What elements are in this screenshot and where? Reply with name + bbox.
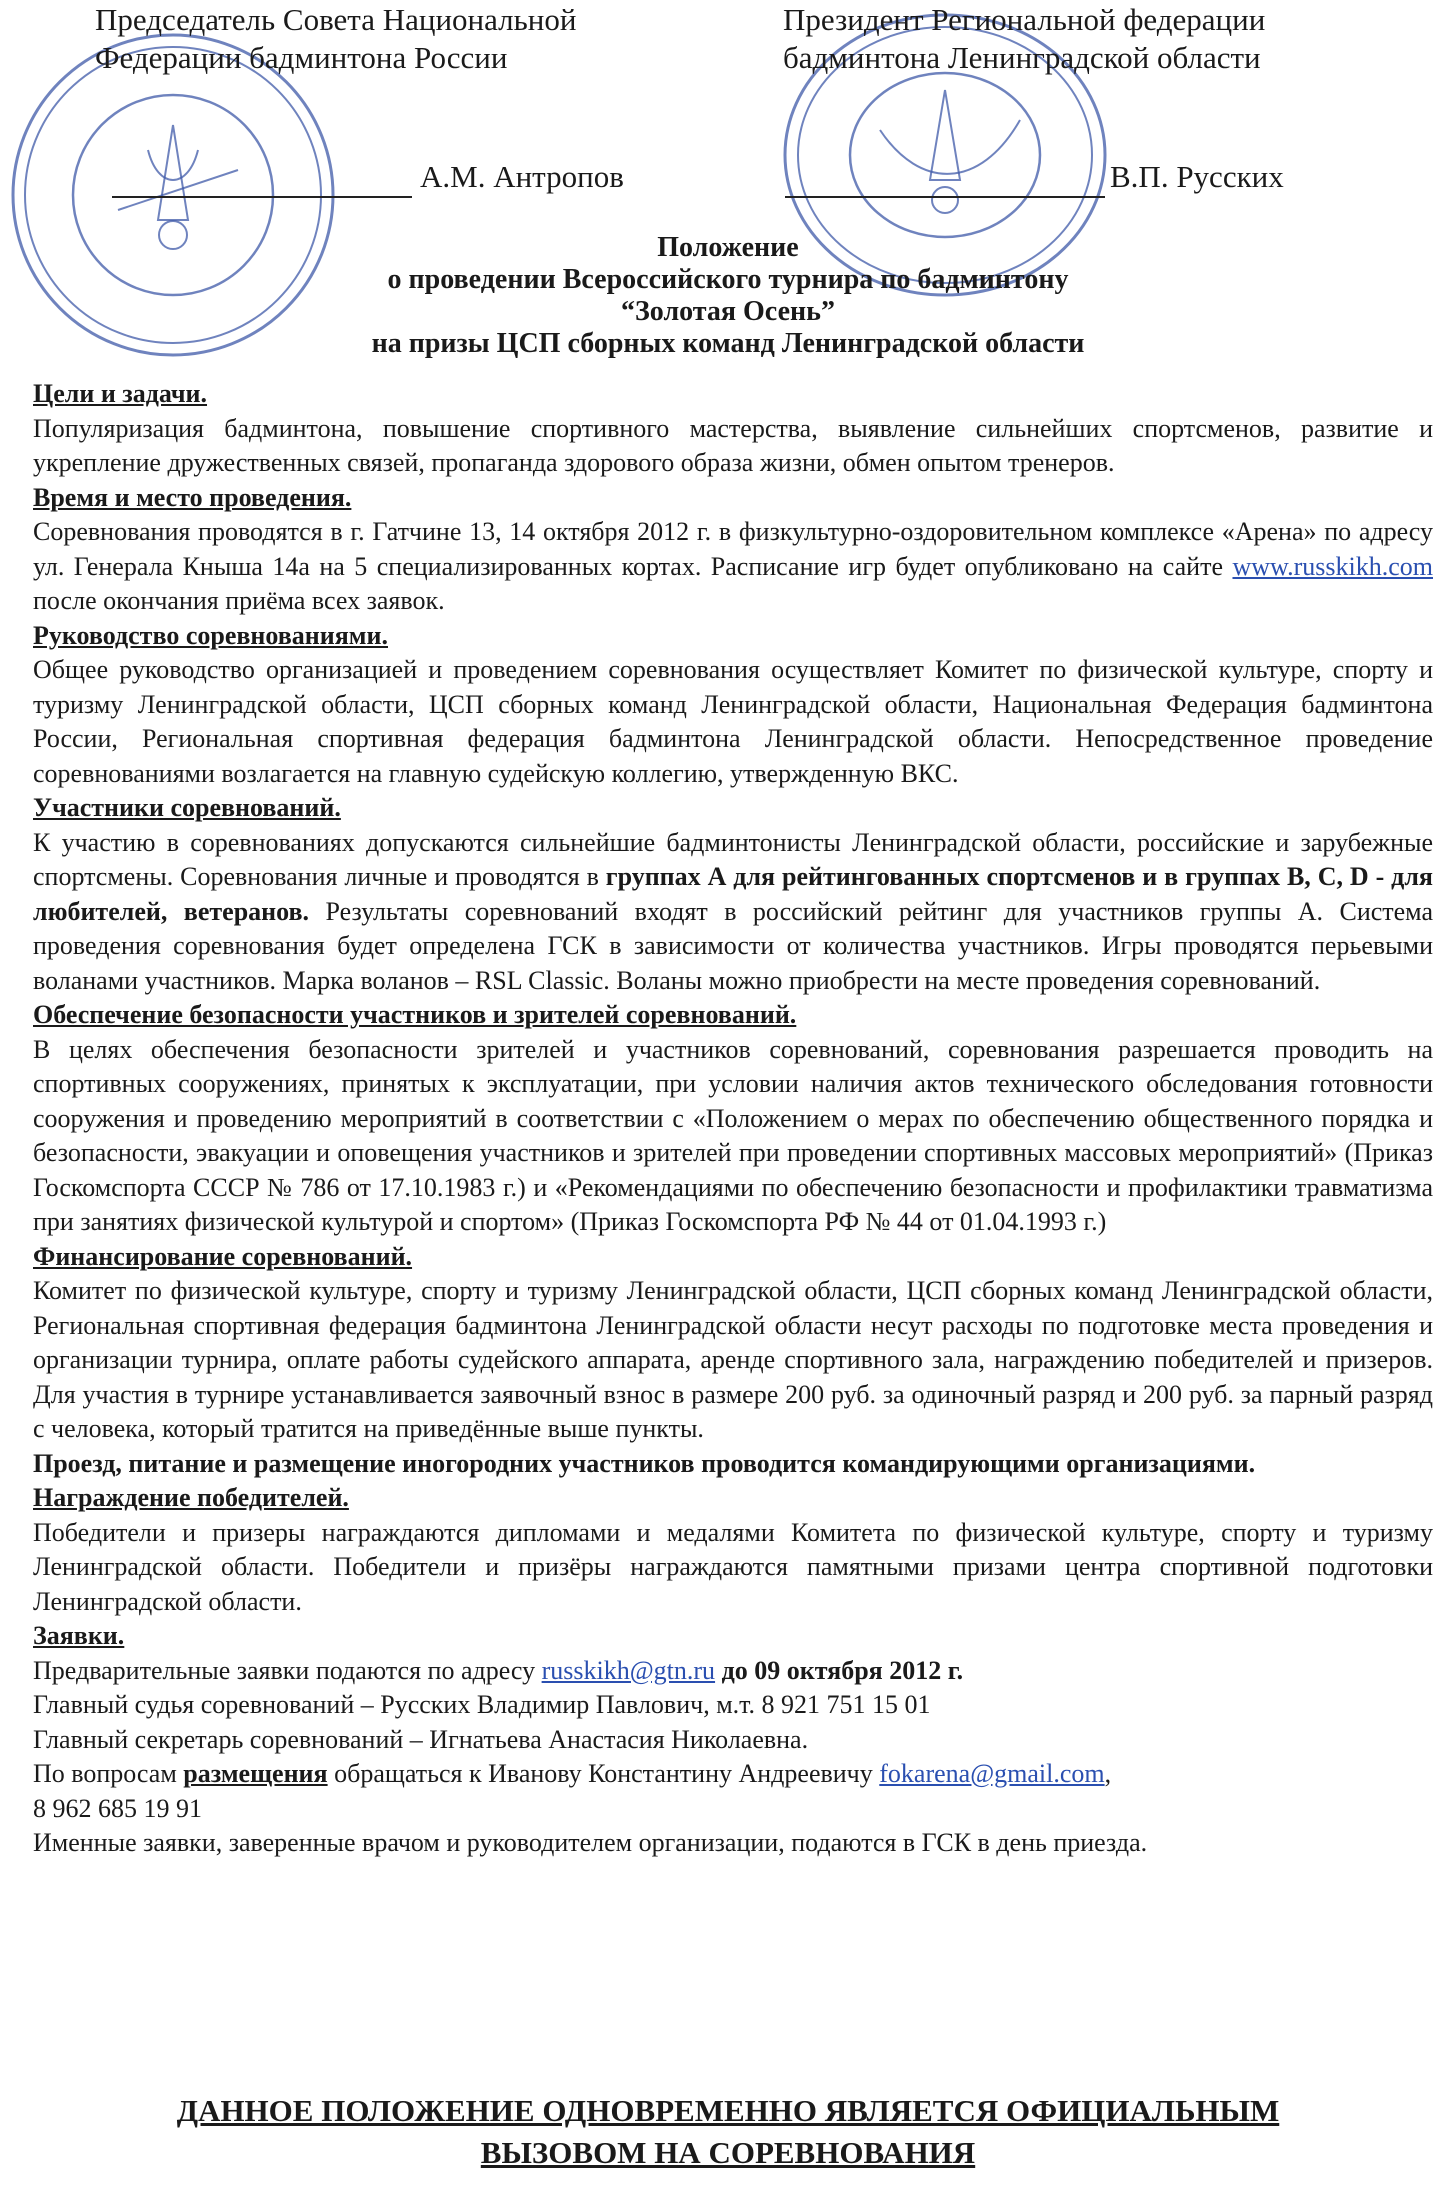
section-text-goals: Популяризация бадминтона, повышение спортивного мастерства, выявление сильнейших спортсменов, развитие и укрепление дружественных связей, пропаганда здорового образа жизни, обмен опытом тренеров.	[33, 413, 1433, 477]
title-line-1: Положение	[657, 232, 799, 263]
document-title	[0, 232, 1456, 360]
title-line-2: о проведении Всероссийского турнира по бадминтону	[387, 264, 1069, 295]
applications-email-link[interactable]: russkikh@gtn.ru	[541, 1655, 716, 1685]
section-heading-leadership: Руководство соревнованиями.	[33, 620, 388, 650]
accommodation-contact: По вопросам размещения обращаться к Иванову Константину Андреевичу fokarena@gmail.com,	[33, 1759, 1112, 1788]
applications-deadline: Предварительные заявки подаются по адресу russkikh@gtn.ru до 09 октября 2012 г.	[33, 1655, 964, 1685]
section-heading-financing: Финансирование соревнований.	[33, 1241, 413, 1271]
left-signatory-name: А.М. Антропов	[420, 159, 624, 194]
left-signatory-title: Председатель Совета Национальной Федерации бадминтона России	[95, 2, 577, 75]
section-heading-safety: Обеспечение безопасности участников и зрителей соревнований.	[33, 1000, 797, 1029]
section-heading-goals: Цели и задачи.	[33, 379, 208, 408]
title-line-3: “Золотая Осень”	[621, 296, 835, 327]
section-text-financing: Комитет по физической культуре, спорту и туризму Ленинградской области, ЦСП сборных команд Ленинградской области, Региональная спортивная федерация бадминтона Ленинградской области несут расходы по подготовке места проведения и организации турнира, оплате работы судейского аппарата, аренде спортивного зала, награждению победителей и призеров. Для участия в турнире устанавливается заявочный взнос в размере 200 руб. за одиночный разряд и 200 руб. за парный разряд с человека, который тратится на приведённые выше пункты.	[33, 1276, 1433, 1443]
left-signature-line	[112, 196, 412, 198]
website-link[interactable]: www.russkikh.com	[1232, 551, 1433, 581]
document-body	[33, 377, 1433, 1861]
chief-judge: Главный судья соревнований – Русских Владимир Павлович, м.т. 8 921 751 15 01	[33, 1690, 931, 1719]
official-call-footer: ДАННОЕ ПОЛОЖЕНИЕ ОДНОВРЕМЕННО ЯВЛЯЕТСЯ ОФИЦИАЛЬНЫМ ВЫЗОВОМ НА СОРЕВНОВАНИЯ	[176, 2093, 1280, 2170]
right-signatory-name: В.П. Русских	[1110, 159, 1284, 194]
section-text-participants: К участию в соревнованиях допускаются сильнейшие бадминтонисты Ленинградской области, российские и зарубежные спортсмены. Соревнования личные и проводятся в группах А для рейтингованных спортсменов и в группах B, C, D - для любителей, ветеранов. Результаты соревнований входят в российский рейтинг для участников группы А. Система проведения соревнования будет определена ГСК в зависимости от количества участников. Игры проводятся перьевыми воланами участников. Марка воланов – RSL Classic. Воланы можно приобрести на месте проведения соревнований.	[33, 827, 1433, 995]
section-heading-applications: Заявки.	[33, 1621, 125, 1650]
accommodation-email-link[interactable]: fokarena@gmail.com	[879, 1759, 1105, 1788]
section-text-safety: В целях обеспечения безопасности зрителей и участников соревнований, соревнования разрешается проводить на спортивных сооружениях, принятых к эксплуатации, при условии наличия актов технического обследования готовности сооружения и проведению мероприятий в соответствии с «Положением о мерах по обеспечению общественного порядка и безопасности, эвакуации и оповещения участников и зрителей при проведении спортивных массовых мероприятий» (Приказ Госкомспорта СССР № 786 от 17.10.1983 г.) и «Рекомендациями по обеспечению безопасности и профилактики травматизма при занятиях физической культурой и спортом» (Приказ Госкомспорта РФ № 44 от 01.04.1993 г.)	[33, 1034, 1433, 1236]
section-text-awards: Победители и призеры награждаются дипломами и медалями Комитета по физической культуре, спорту и туризму Ленинградской области. Победители и призёры награждаются памятными призами центра спортивной подготовки Ленинградской области.	[33, 1517, 1433, 1616]
title-line-4: на призы ЦСП сборных команд Ленинградской области	[371, 328, 1085, 359]
section-heading-time-place: Время и место проведения.	[33, 482, 352, 512]
section-text-time-place: Соревнования проводятся в г. Гатчине 13, 14 октября 2012 г. в физкультурно-оздоровительном комплексе «Арена» по адресу ул. Генерала Кныша 14а на 5 специализированных кортах. Расписание игр будет опубликовано на сайте www.russkikh.com после окончания приёма всех заявок.	[33, 517, 1433, 615]
section-text-leadership: Общее руководство организацией и проведением соревнования осуществляет Комитет по физической культуре, спорту и туризму Ленинградской области, ЦСП сборных команд Ленинградской области, Национальная Федерация бадминтона России, Региональная спортивная федерация бадминтона Ленинградской области. Непосредственное проведение соревнованиями возлагается на главную судейскую коллегию, утвержденную ВКС.	[33, 655, 1433, 788]
chief-secretary: Главный секретарь соревнований – Игнатьева Анастасия Николаевна.	[33, 1724, 809, 1754]
accommodation-phone: 8 962 685 19 91	[33, 1793, 202, 1823]
right-signatory-title: Президент Региональной федерации бадминтона Ленинградской области	[783, 2, 1266, 75]
section-heading-participants: Участники соревнований.	[33, 793, 341, 822]
named-applications: Именные заявки, заверенные врачом и руководителем организации, подаются в ГСК в день приезда.	[33, 1828, 1148, 1857]
section-text-travel: Проезд, питание и размещение иногородних участников проводится командирующими организациями.	[33, 1448, 1256, 1478]
right-signature-line	[785, 196, 1105, 198]
section-heading-awards: Награждение победителей.	[33, 1483, 349, 1512]
